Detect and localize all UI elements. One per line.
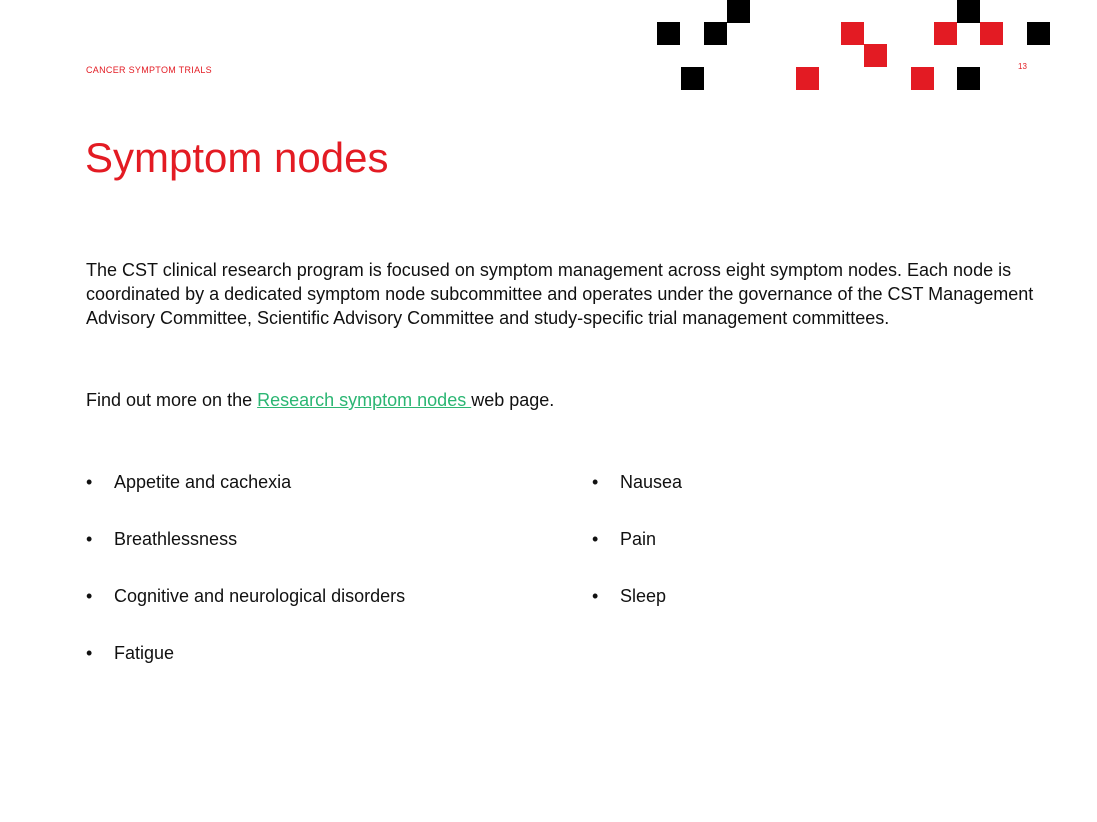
bullet-icon: •: [86, 586, 93, 606]
list-item: [592, 584, 682, 641]
pattern-square: [841, 22, 864, 45]
symptom-nodes-list-right: [592, 470, 682, 641]
pattern-square: [681, 67, 704, 90]
pattern-square: [911, 67, 934, 90]
bullet-icon: •: [592, 472, 599, 492]
bullet-icon: •: [592, 586, 599, 606]
pattern-square: [657, 22, 680, 45]
list-item: [86, 584, 405, 641]
list-item-label: Fatigue: [114, 643, 175, 663]
research-symptom-nodes-link[interactable]: Research symptom nodes: [257, 390, 472, 410]
list-item: [86, 527, 405, 584]
list-item: [86, 641, 405, 698]
page-title: Symptom nodes: [85, 134, 389, 181]
list-item-label: Breathlessness: [114, 529, 238, 549]
list-item-label: Appetite and cachexia: [114, 472, 292, 492]
find-more-suffix: web page.: [471, 390, 555, 410]
pattern-square: [934, 22, 957, 45]
list-item-label: Cognitive and neurological disorders: [114, 586, 406, 606]
list-item: [592, 527, 682, 584]
bullet-icon: •: [86, 472, 93, 492]
pattern-square: [727, 0, 750, 23]
bullet-icon: •: [592, 529, 599, 549]
find-more-paragraph: [86, 388, 554, 412]
list-item: [592, 470, 682, 527]
intro-paragraph: The CST clinical research program is focused on symptom management across eight symptom nodes. Each node is coordinated by a dedicated symptom node subcommittee and operates under the governance of the CST Management Advisory Committee, Scientific Advisory Committee and study-specific trial management committees.: [86, 260, 1034, 328]
pattern-square: [957, 0, 980, 23]
symptom-nodes-list-left: [86, 470, 405, 698]
pattern-square: [864, 44, 887, 67]
list-item: [86, 470, 405, 527]
pattern-square: [980, 22, 1003, 45]
page-number: 13: [1018, 62, 1027, 71]
pattern-square: [704, 22, 727, 45]
header-label: CANCER SYMPTOM TRIALS: [86, 65, 212, 75]
bullet-icon: •: [86, 529, 93, 549]
list-item-label: Sleep: [620, 586, 667, 606]
pattern-square: [796, 67, 819, 90]
bullet-icon: •: [86, 643, 93, 663]
find-more-prefix: Find out more on the: [86, 390, 258, 410]
list-item-label: Pain: [620, 529, 657, 549]
list-item-label: Nausea: [620, 472, 683, 492]
pattern-square: [1027, 22, 1050, 45]
pattern-square: [957, 67, 980, 90]
